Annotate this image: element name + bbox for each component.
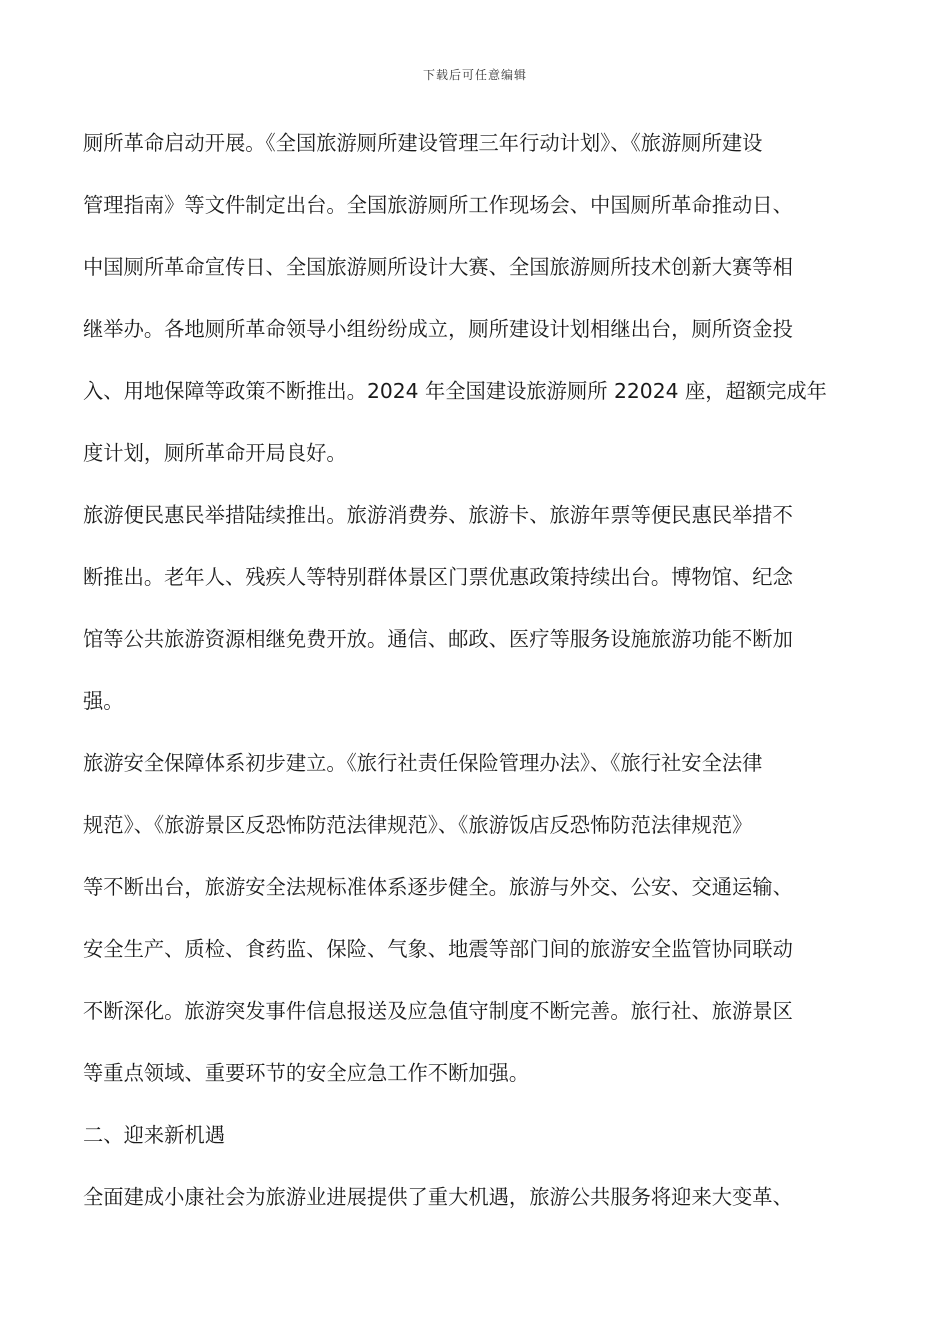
section-heading: 二、迎来新机遇 xyxy=(83,1123,225,1147)
paragraph-toilet-revolution: 厕所革命启动开展。《全国旅游厕所建设管理三年行动计划》、《旅游厕所建设 管理指南》等文件制定出台。全国旅游厕所工作现场会、中国厕所革命推动日、 中国厕所革命宣传日、全国旅游厕所设计大赛、全国旅游厕所技术创新大赛等相 继举办。各地厕所革命领导小组纷纷成立，厕所建设计划相继出台，厕所资金投 入、用地保障等政策不断推出。2024 年全国建设旅游厕所 22024 座，超额完成年 度计划，厕所革命开局良好。 xyxy=(83,131,827,465)
paragraph-convenience-measures: 旅游便民惠民举措陆续推出。旅游消费券、旅游卡、旅游年票等便民惠民举措不 断推出。老年人、残疾人等特别群体景区门票优惠政策持续出台。博物馆、纪念 馆等公共旅游资源相继免费开放。通信、邮政、医疗等服务设施旅游功能不断加 强。 xyxy=(83,503,793,713)
page-header-note: 下载后可任意编辑 xyxy=(422,68,527,82)
paragraph-safety-system: 旅游安全保障体系初步建立。《旅行社责任保险管理办法》、《旅行社安全法律 规范》、《旅游景区反恐怖防范法律规范》、《旅游饭店反恐怖防范法律规范》 等不断出台，旅游安全法规标准体系逐步健全。旅游与外交、公安、交通运输、 安全生产、质检、食药监、保险、气象、地震等部门间的旅游安全监管协同联动 不断深化。旅游突发事件信息报送及应急值守制度不断完善。旅行社、旅游景区 等重点领域、重要环节的安全应急工作不断加强。 xyxy=(83,751,793,1085)
paragraph-new-opportunity: 全面建成小康社会为旅游业进展提供了重大机遇，旅游公共服务将迎来大变革、 xyxy=(83,1185,793,1209)
document-body xyxy=(83,112,869,1228)
